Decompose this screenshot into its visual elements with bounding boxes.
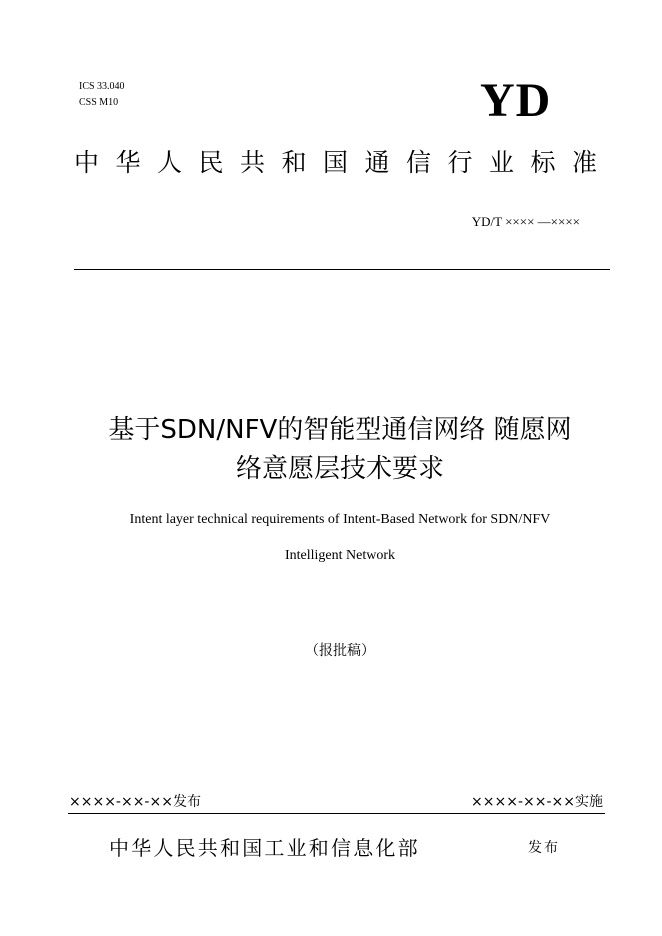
issuing-authority-suffix: 发布 <box>528 840 560 856</box>
yd-logo: YD <box>480 74 552 127</box>
css-code: CSS M10 <box>79 97 119 108</box>
ics-code: ICS 33.040 <box>79 81 125 92</box>
english-title-line-1: Intent layer technical requirements of Intent-Based Network for SDN/NFV <box>129 512 551 527</box>
footer-divider <box>68 813 605 814</box>
publish-date: ××××-××-××发布 <box>69 794 201 810</box>
english-title-line-2: Intelligent Network <box>284 548 396 563</box>
standard-category-title: 中华人民共和国通信行业标准 <box>74 148 614 177</box>
implement-date: ××××-××-××实施 <box>471 794 603 810</box>
header-divider <box>74 269 610 270</box>
document-title-line-2: 络意愿层技术要求 <box>235 454 444 484</box>
standard-number: YD/T ×××× —×××× <box>471 214 580 229</box>
document-title-line-1: 基于SDN/NFV的智能型通信网络 随愿网 <box>108 415 572 445</box>
draft-status-label: （报批稿） <box>305 643 375 659</box>
issuing-authority: 中华人民共和国工业和信息化部 <box>109 836 420 860</box>
